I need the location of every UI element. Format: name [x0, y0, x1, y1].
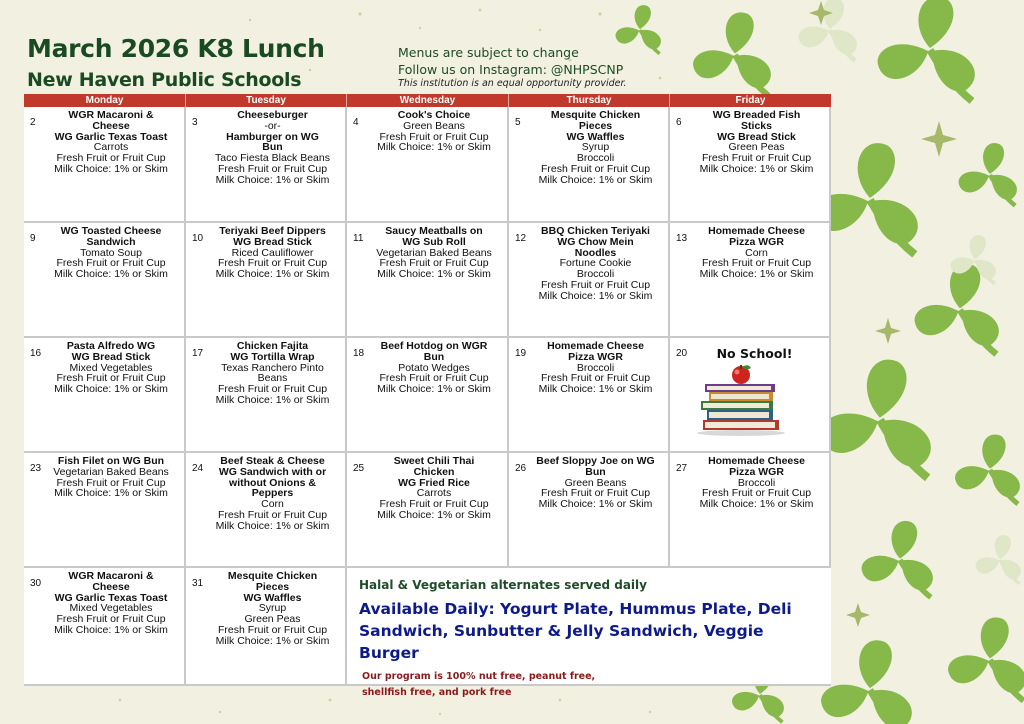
entree-line: Noodles [574, 246, 617, 259]
day-number: 24 [192, 463, 204, 474]
day-number: 6 [676, 117, 682, 128]
day-cell [670, 453, 831, 568]
day-cell [347, 338, 509, 453]
side-line: Milk Choice: 1% or Skim [377, 508, 491, 521]
menu-items [364, 226, 504, 280]
side-line: Vegetarian Baked Beans [53, 465, 169, 478]
side-line: Milk Choice: 1% or Skim [215, 268, 330, 281]
menu-items [41, 110, 181, 175]
side-line: Riced Cauliflower [231, 246, 314, 259]
entree-line: WG Chow Mein [557, 235, 634, 248]
side-line: Corn [261, 498, 284, 511]
entree-line: Chicken [413, 465, 455, 478]
weekday-header [24, 94, 831, 107]
side-line: Milk Choice: 1% or Skim [215, 634, 330, 647]
day-number: 18 [353, 348, 365, 359]
day-number: 5 [515, 117, 521, 128]
side-line: Mixed Vegetables [69, 361, 153, 374]
entree-line: Pizza WGR [729, 235, 784, 248]
side-line: Corn [745, 246, 768, 259]
side-line: Fresh Fruit or Fruit Cup [56, 257, 166, 270]
entree-line: Peppers [251, 487, 294, 500]
side-line: Fresh Fruit or Fruit Cup [217, 508, 328, 521]
day-cell [24, 338, 186, 453]
entree-line: Saucy Meatballs on [385, 225, 483, 237]
available-daily-list: Available Daily: Yogurt Plate, Hummus Plate, Deli Sandwich, Sunbutter & Jelly Sandwich, Veggie Burger [359, 600, 792, 662]
side-line: Fresh Fruit or Fruit Cup [379, 130, 489, 143]
menu-items [41, 341, 181, 395]
day-number: 9 [30, 233, 36, 244]
side-line: Milk Choice: 1% or Skim [699, 162, 814, 175]
side-line: Milk Choice: 1% or Skim [699, 498, 814, 511]
entree-line: Beef Sloppy Joe on WG [536, 455, 655, 467]
side-line: Fresh Fruit or Fruit Cup [379, 498, 489, 511]
entree-line: Pieces [578, 119, 613, 132]
day-cell [509, 223, 670, 338]
day-number: 4 [353, 117, 359, 128]
day-cell [509, 107, 670, 223]
side-line: Fresh Fruit or Fruit Cup [56, 152, 166, 165]
no-school-label: No School! [716, 346, 793, 361]
side-line: Fresh Fruit or Fruit Cup [701, 487, 812, 500]
day-cell [670, 107, 831, 223]
side-line: Green Beans [403, 119, 465, 132]
side-line: Broccoli [576, 152, 615, 165]
side-line: Milk Choice: 1% or Skim [699, 268, 814, 281]
side-line: Milk Choice: 1% or Skim [54, 383, 168, 396]
menu-items [687, 110, 826, 175]
menu-items [364, 110, 504, 153]
day-cell [186, 223, 347, 338]
books-apple-icon [691, 365, 791, 437]
entree-line: WG Fried Rice [398, 476, 470, 489]
entree-line: Teriyaki Beef Dippers [219, 225, 326, 237]
side-line: Milk Choice: 1% or Skim [54, 487, 168, 500]
side-line: Carrots [416, 487, 452, 500]
day-number: 12 [515, 233, 527, 244]
side-line: Milk Choice: 1% or Skim [215, 519, 330, 532]
day-number: 31 [192, 578, 204, 589]
side-line: Milk Choice: 1% or Skim [215, 173, 330, 186]
weekday-wednesday: Wednesday [347, 94, 509, 107]
side-line: Fresh Fruit or Fruit Cup [379, 372, 489, 385]
entree-line: WG Waffles [566, 130, 625, 143]
district-name: New Haven Public Schools [27, 69, 302, 91]
side-line: Milk Choice: 1% or Skim [54, 623, 168, 636]
day-cell [509, 453, 670, 568]
side-line: Broccoli [576, 361, 615, 374]
nut-free-note: Our program is 100% nut free, peanut free, shellfish free, and pork free [362, 671, 596, 698]
side-line: Milk Choice: 1% or Skim [215, 393, 330, 406]
entree-line: WG Tortilla Wrap [230, 350, 315, 363]
entree-line: Bun [585, 465, 606, 478]
side-line: Syrup [258, 602, 287, 615]
entree-line: WGR Macaroni & [68, 109, 154, 121]
day-cell [186, 568, 347, 686]
side-line: Milk Choice: 1% or Skim [538, 289, 653, 302]
side-line: Carrots [93, 141, 129, 154]
weekday-tuesday: Tuesday [186, 94, 347, 107]
menu-items [41, 456, 181, 499]
day-number: 19 [515, 348, 527, 359]
menu-items [526, 456, 665, 510]
entree-line: Homemade Cheese [708, 225, 805, 237]
menu-change-notice: Menus are subject to change [398, 45, 579, 60]
entree-line: Sandwich [86, 235, 136, 248]
entree-line: WG Bread Stick [717, 130, 796, 143]
side-line: Milk Choice: 1% or Skim [538, 498, 653, 511]
entree-line: Bun [262, 141, 283, 154]
day-cell [186, 338, 347, 453]
instagram-notice: Follow us on Instagram: @NHPSCNP [398, 62, 624, 77]
menu-items [526, 110, 665, 186]
day-number: 17 [192, 348, 204, 359]
entree-line: BBQ Chicken Teriyaki [541, 225, 650, 237]
menu-items [526, 226, 665, 302]
day-cell [24, 453, 186, 568]
weekday-friday: Friday [735, 95, 766, 106]
side-line: Fresh Fruit or Fruit Cup [217, 257, 328, 270]
side-line: Fresh Fruit or Fruit Cup [701, 152, 812, 165]
menu-items [203, 110, 342, 186]
side-line: Vegetarian Baked Beans [376, 246, 492, 259]
day-number: 30 [30, 578, 42, 589]
side-line: Fresh Fruit or Fruit Cup [701, 257, 812, 270]
entree-line: Beef Steak & Cheese [220, 455, 325, 467]
entree-line: without Onions & [229, 476, 316, 489]
side-line: Fresh Fruit or Fruit Cup [217, 383, 328, 396]
notice-block [398, 44, 627, 90]
day-cell [24, 107, 186, 223]
side-line: Fresh Fruit or Fruit Cup [56, 372, 166, 385]
day-cell [509, 338, 670, 453]
entree-line: WGR Macaroni & [68, 570, 154, 582]
day-number: 13 [676, 233, 688, 244]
side-line: Broccoli [576, 268, 615, 281]
side-line: Fortune Cookie [559, 257, 632, 270]
day-number: 27 [676, 463, 688, 474]
entree-line: Pasta Alfredo WG [66, 340, 156, 352]
entree-line: Bun [423, 350, 445, 363]
side-line: Fresh Fruit or Fruit Cup [540, 372, 651, 385]
menu-items [364, 456, 504, 521]
side-line: Fresh Fruit or Fruit Cup [540, 162, 651, 175]
side-line: Fresh Fruit or Fruit Cup [217, 162, 328, 175]
weekday-monday: Monday [24, 94, 186, 107]
menu-items [41, 226, 181, 280]
entree-line: Sweet Chili Thai [393, 455, 475, 467]
entree-line: Pizza WGR [568, 350, 623, 363]
day-number: 10 [192, 233, 204, 244]
day-number: 2 [30, 117, 36, 128]
side-line: Mixed Vegetables [69, 602, 153, 615]
entree-line: Cheese [92, 119, 130, 132]
day-cell [347, 107, 509, 223]
entree-line: WG Breaded Fish [712, 109, 801, 121]
entree-line: Homemade Cheese [547, 340, 644, 352]
side-line: Milk Choice: 1% or Skim [538, 173, 653, 186]
day-number: 20 [676, 348, 688, 359]
day-cell [186, 453, 347, 568]
entree-line: Beef Hotdog on WGR [380, 340, 488, 352]
side-line: Fresh Fruit or Fruit Cup [217, 623, 328, 636]
entree-line: Sticks [741, 119, 772, 132]
entree-line: WG Sandwich with or [218, 465, 327, 478]
entree-line: WG Bread Stick [233, 235, 312, 248]
side-line: Milk Choice: 1% or Skim [54, 162, 168, 175]
entree-line: Mesquite Chicken [550, 109, 641, 121]
side-line: Broccoli [737, 476, 776, 489]
day-number: 16 [30, 348, 42, 359]
entree-line: WG Garlic Texas Toast [54, 130, 168, 143]
entree-line: WG Garlic Texas Toast [54, 591, 168, 604]
day-cell [186, 107, 347, 223]
page-title: March 2026 K8 Lunch [27, 34, 325, 63]
day-cell [24, 568, 186, 686]
menu-items [203, 571, 342, 647]
entree-line: Hamburger on WG [226, 130, 319, 143]
side-line: Fresh Fruit or Fruit Cup [379, 257, 489, 270]
entree-line: WG Bread Stick [71, 350, 151, 363]
day-number: 25 [353, 463, 365, 474]
side-line: Taco Fiesta Black Beans [215, 152, 330, 165]
equal-opportunity-notice: This institution is an equal opportunity provider. [398, 78, 627, 89]
side-line: Fresh Fruit or Fruit Cup [56, 476, 166, 489]
menu-items [526, 341, 665, 395]
menu-items [41, 571, 181, 636]
entree-line: Fish Filet on WG Bun [57, 455, 165, 467]
menu-items [687, 226, 826, 280]
side-line: Fresh Fruit or Fruit Cup [56, 613, 166, 626]
side-line: Potato Wedges [398, 361, 470, 374]
entree-line: Cheese [92, 580, 130, 593]
side-line: -or- [264, 119, 281, 132]
side-line: Milk Choice: 1% or Skim [377, 268, 491, 281]
side-line: Syrup [581, 141, 610, 154]
day-cell [347, 453, 509, 568]
menu-items [203, 341, 342, 406]
day-cell [670, 223, 831, 338]
side-line: Beans [257, 372, 288, 385]
day-number: 11 [353, 233, 364, 244]
entree-line: Chicken Fajita [236, 340, 309, 352]
entree-line: Cook's Choice [397, 109, 471, 121]
entree-line: WG Toasted Cheese [60, 225, 162, 237]
entree-line: Cheeseburger [237, 109, 308, 121]
daily-info-panel [347, 568, 831, 698]
entree-line: Mesquite Chicken [227, 570, 318, 582]
side-line: Fresh Fruit or Fruit Cup [540, 487, 651, 500]
menu-items [203, 456, 342, 532]
day-number: 26 [515, 463, 527, 474]
menu-items [203, 226, 342, 280]
side-line: Milk Choice: 1% or Skim [377, 141, 491, 154]
entree-line: WG Waffles [243, 591, 302, 604]
day-number: 3 [192, 117, 198, 128]
side-line: Milk Choice: 1% or Skim [54, 268, 168, 281]
day-cell [347, 223, 509, 338]
side-line: Milk Choice: 1% or Skim [538, 383, 653, 396]
menu-items [687, 456, 826, 510]
side-line: Milk Choice: 1% or Skim [377, 383, 491, 396]
day-number: 23 [30, 463, 42, 474]
entree-line: WG Sub Roll [402, 235, 466, 248]
menu-items [364, 341, 504, 395]
day-cell [24, 223, 186, 338]
side-line: Green Peas [244, 613, 301, 626]
entree-line: Homemade Cheese [708, 455, 805, 467]
side-line: Green Beans [564, 476, 627, 489]
day-cell [670, 338, 831, 453]
entree-line: Pieces [255, 580, 290, 593]
side-line: Texas Ranchero Pinto [221, 361, 324, 374]
halal-vegetarian-note: Halal & Vegetarian alternates served daily [359, 578, 647, 592]
entree-line: Pizza WGR [729, 465, 784, 478]
side-line: Fresh Fruit or Fruit Cup [540, 278, 651, 291]
weekday-thursday: Thursday [509, 94, 670, 107]
side-line: Green Peas [728, 141, 785, 154]
side-line: Tomato Soup [80, 246, 142, 259]
